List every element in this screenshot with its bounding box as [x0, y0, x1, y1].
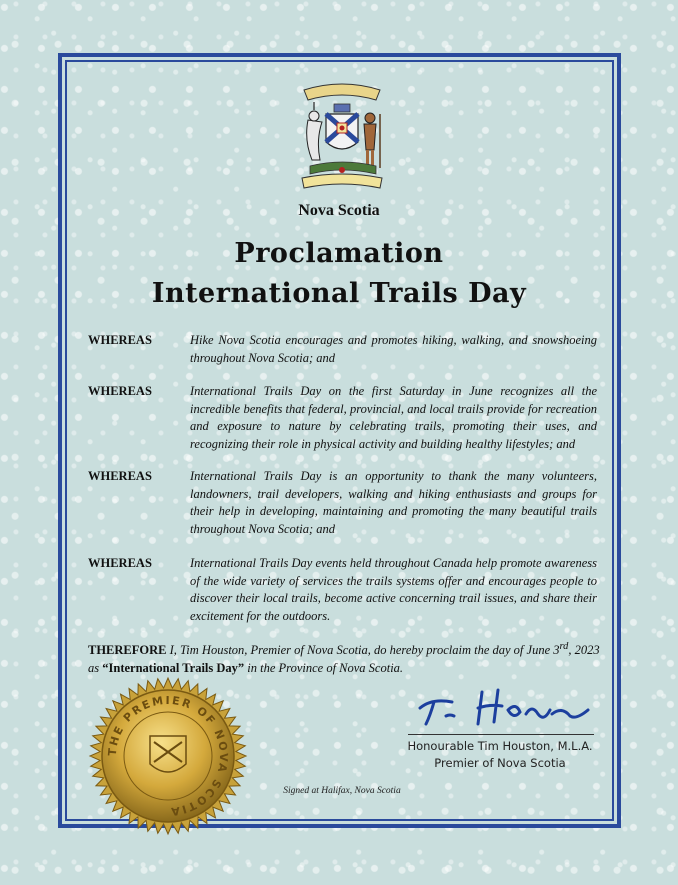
gold-seal-icon — [88, 676, 248, 836]
therefore-lead: THEREFORE — [88, 643, 167, 658]
therefore-superscript: rd — [559, 641, 569, 652]
signature-line — [408, 734, 594, 735]
clause-label: WHEREAS — [88, 556, 152, 570]
seal-text: THE PREMIER OF NOVA SCOTIA — [105, 693, 231, 819]
signed-location: Signed at Halifax, Nova Scotia — [283, 786, 401, 796]
proclamation-heading: Proclamation — [234, 238, 444, 269]
province-name: Nova Scotia — [298, 202, 380, 219]
clause-text: International Trails Day events held throughout Canada help promote awareness of the wide variety of services the trails systems offer and encourages people to discover their local trails, become active concerning trail issues, and share their excitement for the outdoors. — [190, 556, 597, 623]
clause-text: International Trails Day is an opportunity to thank the many volunteers, landowners, trail developers, walking and hiking enthusiasts and groups for their help in developing, maintaining and promoting the many beautiful trails throughout Nova Scotia; and — [190, 469, 597, 536]
signer-title: Premier of Nova Scotia — [434, 756, 566, 770]
clause-text: Hike Nova Scotia encourages and promotes hiking, walking, and snowshoeing throughout Nova Scotia; and — [190, 333, 597, 365]
proclamation-subject: International Trails Day — [151, 278, 527, 309]
clause-label: WHEREAS — [88, 384, 152, 398]
therefore-statement — [88, 638, 603, 677]
signer-name: Honourable Tim Houston, M.L.A. — [407, 739, 593, 753]
premier-signature — [412, 680, 592, 730]
clause-label: WHEREAS — [88, 333, 152, 347]
therefore-part1: I, Tim Houston, Premier of Nova Scotia, do hereby proclaim the day of June 3 — [166, 643, 560, 658]
trails-day-emphasis: “International Trails Day” — [102, 660, 245, 675]
coat-of-arms-icon — [296, 80, 388, 196]
therefore-part3: in the Province of Nova Scotia. — [244, 660, 404, 675]
clause-text: International Trails Day on the first Saturday in June recognizes all the incredible benefits that federal, provincial, and local trails provide for recreation and exposure to nature by celebrating trails, promoting their uses, and recognizing their role in physical activity and building healthy lifestyles; and — [190, 384, 597, 451]
therefore-part2: , 2023 as — [88, 643, 600, 675]
clause-label: WHEREAS — [88, 469, 152, 483]
